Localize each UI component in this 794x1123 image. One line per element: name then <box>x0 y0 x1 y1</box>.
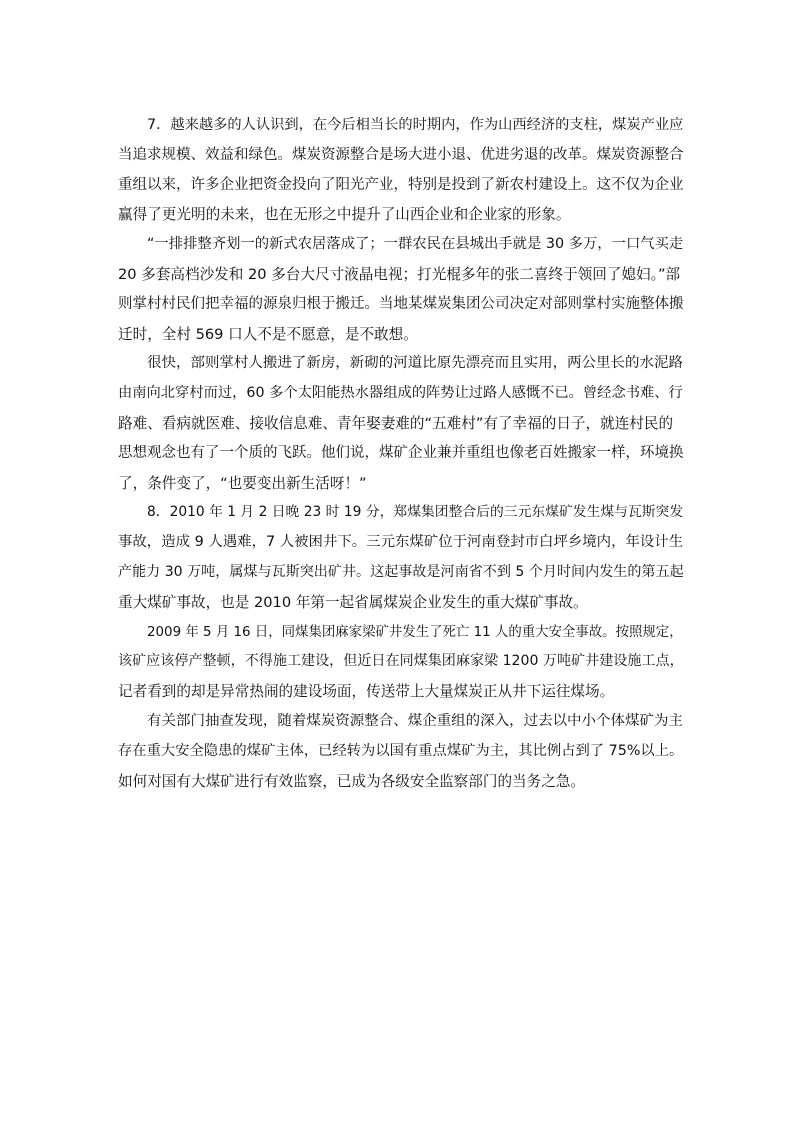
text-line: 存在重大安全隐患的煤矿主体，已经转为以国有重点煤矿为主，其比例占到了 75%以上。 <box>118 742 684 759</box>
text-line: 8．2010 年 1 月 2 日晚 23 时 19 分，郑煤集团整合后的三元东煤矿发生煤与瓦斯突发 <box>147 504 684 521</box>
paragraph-quote <box>118 230 683 349</box>
text-line: 很快，部则掌村人搬进了新房，新砌的河道比原先漂亮而且实用，两公里长的水泥路 <box>147 355 683 372</box>
text-line: 事故，造成 9 人遇难，7 人被困井下。三元东煤矿位于河南登封市白坪乡境内，年设计生 <box>118 534 684 551</box>
text-line: 了，条件变了，“也要变出新生活呀！” <box>118 474 367 492</box>
text-line: 重组以来，许多企业把资金投向了阳光产业，特别是投到了新农村建设上。这不仅为企业 <box>118 176 684 193</box>
text-line: “一排排整齐划一的新式农居落成了；一群农民在县城出手就是 30 多万，一口气买走 <box>147 236 684 253</box>
text-line: 当追求规模、效益和绿色。煤炭资源整合是场大进小退、优进劣退的改革。煤炭资源整合 <box>118 146 684 163</box>
paragraph-village <box>118 349 683 498</box>
text-line: 赢得了更光明的未来，也在无形之中提升了山西企业和企业家的形象。 <box>118 206 571 224</box>
paragraph-7 <box>118 111 683 230</box>
paragraph-2009 <box>118 618 683 707</box>
text-line: 记者看到的却是异常热闹的建设场面，传送带上大量煤炭正从井下运往煤场。 <box>118 683 615 701</box>
text-line: 如何对国有大煤矿进行有效监察，已成为各级安全监察部门的当务之急。 <box>118 772 586 790</box>
paragraph-8 <box>118 498 683 617</box>
text-line: 路难、看病就医难、接收信息难、青年娶妻难的“五难村”有了幸福的日子，就连村民的 <box>118 414 674 432</box>
text-line: 2009 年 5 月 16 日，同煤集团麻家梁矿井发生了死亡 11 人的重大安全事故。按照规定， <box>147 624 683 640</box>
text-line: 产能力 30 万吨，属煤与瓦斯突出矿井。这起事故是河南省不到 5 个月时间内发生的第五起 <box>118 563 684 580</box>
text-line: 20 多套高档沙发和 20 多台大尺寸液晶电视；打光棍多年的张二喜终于领回了媳妇。”部 <box>118 265 681 283</box>
text-line: 有关部门抽查发现，随着煤炭资源整合、煤企重组的深入，过去以中小个体煤矿为主 <box>147 712 683 729</box>
text-line: 该矿应该停产整顿，不得施工建设，但近日在同煤集团麻家梁 1200 万吨矿井建设施工点， <box>118 653 684 670</box>
text-line: 则掌村村民们把幸福的源泉归根于搬迁。当地某煤炭集团公司决定对部则掌村实施整体搬 <box>118 295 684 312</box>
text-line: 重大煤矿事故，也是 2010 年第一起省属煤炭企业发生的重大煤矿事故。 <box>118 593 588 611</box>
text-line: 思想观念也有了一个质的飞跃。他们说，煤矿企业兼并重组也像老百姓搬家一样，环境换 <box>118 444 684 461</box>
document-body <box>118 111 683 796</box>
text-line: 由南向北穿村而过，60 多个太阳能热水器组成的阵势让过路人感慨不已。曾经念书难、行 <box>118 385 683 402</box>
paragraph-inspection <box>118 707 683 796</box>
text-line: 迁时，全村 569 口人不是不愿意，是不敢想。 <box>118 325 418 343</box>
text-line: 7．越来越多的人认识到，在今后相当长的时期内，作为山西经济的支柱，煤炭产业应 <box>147 117 684 133</box>
